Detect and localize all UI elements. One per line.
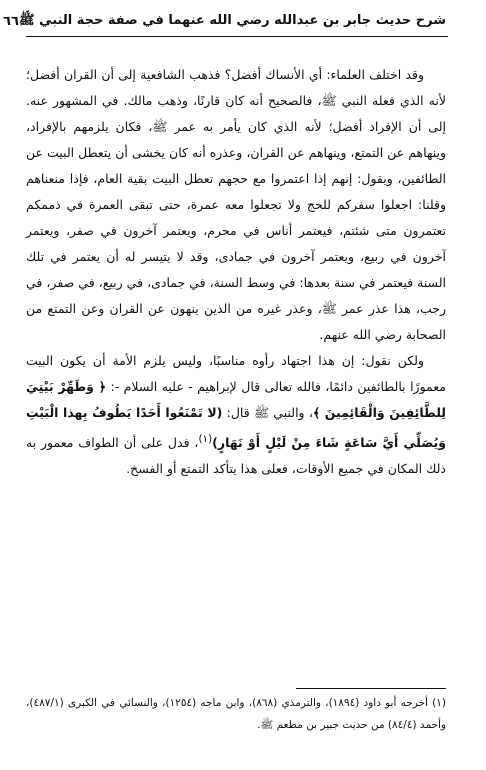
page-header (3, 10, 446, 32)
footnote-1: (١) أخرجه أبو داود (١٨٩٤)، والترمذي (٨٦٨)، وابن ماجه (١٢٥٤)، والنسائي في الكبرى (٤٨٧/١)، وأحمد (٨٤/٤) من حديث جبير بن مطعم ﷺ. (26, 697, 446, 731)
paragraph-middle: ، والنبي ﷺ قال: (222, 405, 313, 420)
footnote-divider (296, 688, 446, 689)
running-title: شرح حديث جابر بن عبدالله رضي الله عنهما في صفة حجة النبي ﷺ (18, 12, 446, 28)
page-number: ٦٦ (3, 13, 19, 29)
hadith-quote: (لا تَمْنَعُوا أَحَدًا يَطُوفُ بِهذا الْبَيْتِ وَيُصَلِّي أَيَّ سَاعَةٍ شَاءَ مِنْ لَيْلٍ أَوْ نَهَارٍ) (26, 405, 446, 451)
footnote-marker: (١) (198, 433, 213, 445)
main-text (26, 62, 446, 482)
quran-quote: ﴿ وَطَهِّرْ بَيْتِيَ لِلطَّائِفِينَ وَالْقَائِمِينَ ﴾ (26, 379, 446, 420)
paragraph-conclusion: ، فدل على أن الطواف معمور به ذلك المكان في جميع الأوقات، فعلى هذا يتأكد التمتع أو الفسخ. (26, 435, 446, 477)
paragraph-ranking-rites: وقد اختلف العلماء: أي الأنساك أفضل؟ فذهب الشافعية إلى أن القران أفضل؛ لأنه الذي فعله النبي ﷺ، فالصحيح أنه كان قارنًا، وذهب مالك. في المشهور عنه. إلى أن الإفراد أفضل؛ لأنه الذي كان يأمر به عمر ﷺ، فكان يلزمهم بالإفراد، وينهاهم عن التمتع، وينهاهم عن القران، وعذره أنه كان يخشى أن يتعطل البيت عن الطائفين، ويقول: إنهم إذا اعتمروا مع حجهم تعطل البيت بقية العام، فإذا منعناهم وقلنا: اجعلوا سفركم للحج ولا تجعلوا معه عمرة، حتى تبقى العمرة في ذممكم تعتمرون متى شئتم، فيعتمر أناس في محرم، ويعتمر آخرون في صفر، ويعتمر آخرون في ربيع، ويعتمر آخرون في جمادى، وقد لا يتيسر له أن يعتمر في تلك السنة فيعتمر في سنة بعدها: في وسط السنة، في جمادى، في ربيع، في صفر، في رجب، هذا عذر عمر ﷺ، وعذر غيره من الذين ينهون عن القران وعن التمتع من الصحابة رضي الله عنهم. (26, 67, 446, 342)
footnotes (26, 692, 446, 736)
paragraph-intro: ولكن نقول: إن هذا اجتهاد رأوه مناسبًا، وليس يلزم الأمة أن يكون البيت معمورًا بالطائفين دائمًا، فالله تعالى قال لإبراهيم - عليه السلام -: (26, 353, 446, 394)
header-divider (26, 36, 448, 37)
paragraph-response (26, 348, 446, 482)
